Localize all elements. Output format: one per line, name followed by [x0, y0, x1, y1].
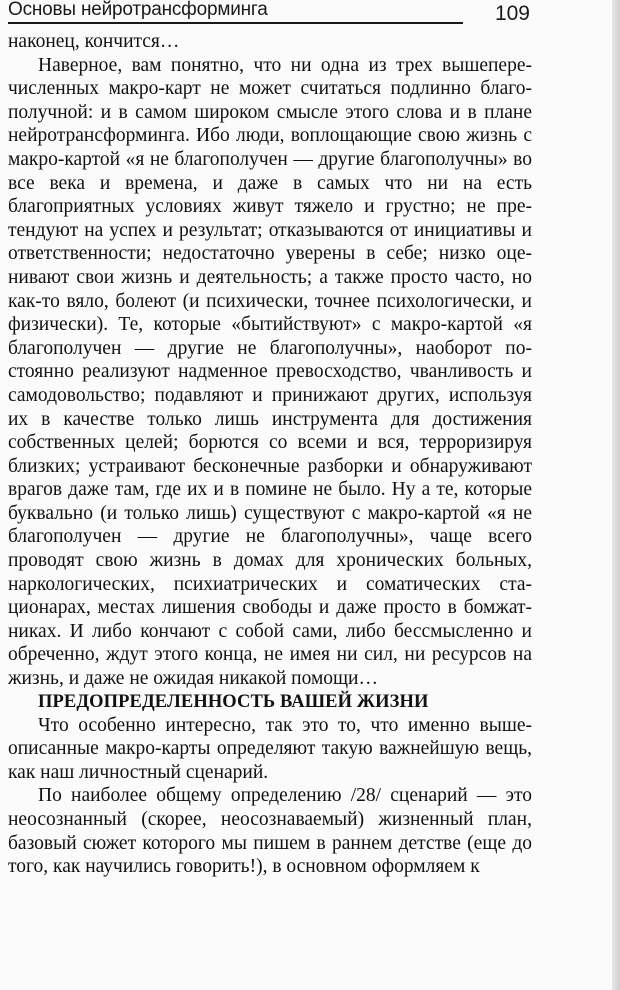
- page-header: [8, 0, 532, 26]
- page-edge-shadow: [612, 0, 620, 990]
- header-rule: [8, 22, 463, 24]
- paragraph-macro-maps: Наверное, вам понятно, что ни одна из трех вышеперечисленных макро-карт не может считаться подлинно благополучной: и в самом широком смысле этого слова и в плане нейротрансформинга. Ибо люди, воплощающие свою жизнь с макро-картой «я не благополучен — другие благополучны» во все века и времена, и даже в самых что ни на есть благоприятных условиях живут тяжело и грустно; не претендуют на успех и результат; отказываются от инициативы и ответственности; недостаточно уверены в себе; низко оценивают свои жизнь и деятельность; а также просто часто, но как-то вяло, болеют (и психически, точнее психологически, и физически). Те, которые «бытийствуют» с макро-картой «я благополучен — другие не благополучны», наоборот постоянно реализуют надменное превосходство, чванливость и самодовольство; подавляют и принижают других, используя их в качестве только лишь инструмента для достижения собственных целей; борются со всеми и вся, терроризируя близких; устраивают бесконечные разборки и обнаруживают врагов даже там, где их и в помине не было. Ну а те, которые буквально (и только лишь) существуют с макро-картой «я не благополучен — другие не благополучны», чаще всего проводят свою жизнь в домах для хронических больных, наркологических, психиатрических и соматических стационарах, местах лишения свободы и даже просто в бомжатниках. И либо кончают с собой сами, либо бессмысленно и обреченно, ждут этого конца, не имея ни сил, ни ресурсов на жизнь, и даже не ожидая никакой помощи…: [8, 54, 532, 690]
- paragraph-scenario-definition: По наиболее общему определению /28/ сценарий — это неосознанный (скорее, неосознаваемый) жизненный план, базовый сюжет которого мы пишем в раннем детстве (еще до того, как научились говорить!), в основном оформляем к: [8, 785, 532, 878]
- running-head: Основы нейротрансформинга: [8, 0, 268, 20]
- paragraph-continuation: наконец, кончится…: [8, 31, 180, 52]
- body-text: [8, 30, 532, 879]
- paragraph-scenario-intro: Что особенно интересно, так это то, что именно вышеописанные макро-карты определяют такую важнейшую вещь, как наш личностный сценарий.: [8, 714, 532, 783]
- section-heading: ПРЕДОПРЕДЕЛЕННОСТЬ ВАШЕЙ ЖИЗНИ: [38, 691, 429, 712]
- page-number: 109: [494, 2, 530, 25]
